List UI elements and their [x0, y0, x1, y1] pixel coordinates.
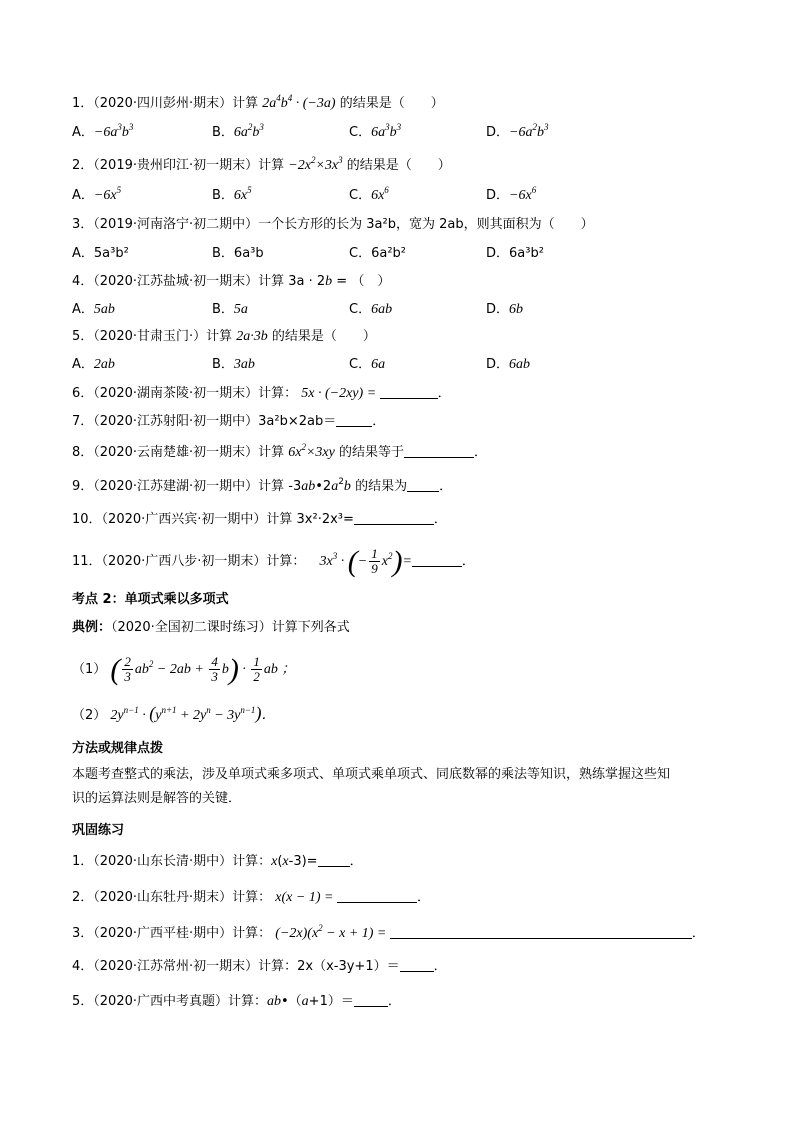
answer-blank[interactable] — [407, 478, 439, 492]
question-6: 6．（2020·湖南茶陵·初一期末）计算： 5x · (−2xy) = ． — [72, 386, 451, 401]
q2-option-d[interactable]: D．$-6x^6$ — [486, 185, 537, 203]
answer-blank[interactable] — [354, 511, 434, 525]
question-1-expression: $2a^4b^4 \cdot (-3a)$ — [262, 93, 336, 111]
question-9: 9．（2020·江苏建湖·初一期中）计算 $-3ab•2a^2b$ 的结果为 ． — [72, 477, 453, 494]
section-title: 考点 2：单项式乘以多项式 — [72, 592, 229, 607]
example-2-expression: $2y^{n-1} \cdot (y^{n+1} + 2y^n - 3y^{n-1})$． — [110, 703, 276, 723]
example-part-2: （2） $2y^{n-1} \cdot (y^{n+1} + 2y^n - 3y^{n-1})$． — [72, 703, 276, 723]
practice-4: 4．（2020·江苏常州·初一期末）计算：2x（x-3y+1）＝ ． — [72, 959, 447, 974]
question-8-expression: $6x^2\times 3xy$ — [288, 442, 335, 460]
q1-option-d[interactable]: D．$-6a^2b^3$ — [486, 122, 549, 140]
practice-2: 2．（2020·山东牡丹·期末）计算： x(x − 1) = ． — [72, 890, 430, 905]
q2-option-a[interactable]: A．$-6x^5$ — [72, 185, 122, 203]
q3-option-b[interactable]: B．6a³b — [212, 246, 264, 261]
answer-blank[interactable] — [390, 925, 692, 939]
question-5-expression: 2a·3b — [236, 329, 268, 344]
question-7: 7．（2020·江苏射阳·初一期中）3a²b×2ab＝ ． — [72, 414, 386, 429]
example-1-expression: ( $\frac{2}{3}$ $ab^2 - 2ab$ + $\frac{4}{3}$ b) · $\frac{1}{2}$ ab ； — [110, 652, 296, 686]
q3-option-a[interactable]: A．5a³b² — [72, 246, 129, 261]
question-8: 8．（2020·云南楚雄·初一期末）计算 $6x^2\times 3xy$ 的结果等于 ． — [72, 442, 488, 460]
q4-option-d[interactable]: D．6b — [486, 302, 524, 317]
practice-3-expression: $(-2x)(x^2 - x + 1)$ = — [275, 923, 390, 941]
answer-blank[interactable] — [336, 413, 372, 427]
practice-5-expression: ab•（a+1）＝ — [267, 994, 354, 1009]
answer-blank[interactable] — [400, 958, 434, 972]
q1-option-c[interactable]: C．$6a^3b^3$ — [349, 122, 402, 140]
question-4-expression: 3a · 2b = — [288, 274, 348, 289]
q3-option-d[interactable]: D．6a³b² — [486, 246, 544, 261]
question-1 — [72, 95, 444, 113]
question-10: 10．（2020·广西兴宾·初一期中）计算 3x²·2x³= ． — [72, 512, 447, 527]
question-1-prefix: 1．（2020·四川彭州·期末）计算 — [72, 96, 259, 111]
question-6-expression: 5x · (−2xy) = — [301, 386, 380, 401]
question-2: 2．（2019·贵州印江·初一期末）计算 $-2x^2\times 3x^3$ 的结果是（ ） — [72, 155, 451, 173]
q2-option-c[interactable]: C．$6x^6$ — [349, 185, 389, 203]
example-heading: 典例：（2020·全国初二课时练习）计算下列各式 — [72, 620, 350, 635]
question-5: 5．（2020·甘肃玉门·）计算 2a·3b 的结果是（ ） — [72, 329, 376, 344]
answer-blank[interactable] — [337, 889, 417, 903]
question-4: 4．（2020·江苏盐城·初一期末）计算 3a · 2b = （ ） — [72, 274, 391, 289]
method-paragraph: 本题考查整式的乘法，涉及单项式乘多项式、单项式乘单项式、同底数幂的乘法等知识，熟练掌握这些知 识的运算法则是解答的关键． — [72, 767, 671, 806]
q5-option-d[interactable]: D．6ab — [486, 357, 531, 372]
q3-option-c[interactable]: C．6a²b² — [349, 246, 406, 261]
q1-option-a[interactable]: A．$-6a^3b^3$ — [72, 122, 134, 140]
q4-option-c[interactable]: C．6ab — [349, 302, 393, 317]
question-2-expression: $-2x^2\times 3x^3$ — [288, 155, 343, 173]
answer-blank[interactable] — [404, 444, 474, 458]
answer-blank[interactable] — [380, 385, 438, 399]
answer-blank[interactable] — [354, 993, 388, 1007]
q5-option-a[interactable]: A．2ab — [72, 357, 115, 372]
practice-title: 巩固练习 — [72, 823, 125, 838]
question-3: 3．（2019·河南洛宁·初二期中）一个长方形的长为 3a²b，宽为 2ab，则其面积为（ ） — [72, 217, 594, 232]
q5-option-b[interactable]: B．3ab — [212, 357, 255, 372]
method-title: 方法或规律点拨 — [72, 741, 164, 756]
question-11-expression: $3x^3$ · (− $\frac{1}{9}$ $x^2)=$ — [319, 544, 412, 578]
q4-option-b[interactable]: B．5a — [212, 302, 248, 317]
practice-3: 3．（2020·广西平桂·期中）计算： $(-2x)(x^2 - x + 1)$ = ． — [72, 923, 705, 941]
practice-1: 1．（2020·山东长清·期中）计算：x(x-3)= ． — [72, 854, 363, 869]
practice-5: 5．（2020·广西中考真题）计算：ab•（a+1）＝ ． — [72, 994, 401, 1009]
practice-1-expression: x(x-3)= — [271, 854, 318, 869]
q5-option-c[interactable]: C．6a — [349, 357, 386, 372]
question-1-suffix: 的结果是（ ） — [339, 96, 444, 111]
answer-blank[interactable] — [318, 853, 350, 867]
q4-option-a[interactable]: A．5ab — [72, 302, 115, 317]
q2-option-b[interactable]: B．$6x^5$ — [212, 185, 252, 203]
example-part-1: （1） ( $\frac{2}{3}$ $ab^2 - 2ab$ + $\frac{4}{3}$ b) · $\frac{1}{2}$ ab ； — [72, 652, 296, 686]
question-9-expression: $-3ab•2a^2b$ — [288, 477, 351, 494]
q1-option-b[interactable]: B．$6a^2b^3$ — [212, 122, 264, 140]
answer-blank[interactable] — [412, 553, 462, 567]
practice-2-expression: x(x − 1) = — [275, 890, 337, 905]
question-11: 11．（2020·广西八步·初一期末）计算： $3x^3$ · (− $\frac{1}{9}$ $x^2)=$ ． — [72, 544, 475, 578]
